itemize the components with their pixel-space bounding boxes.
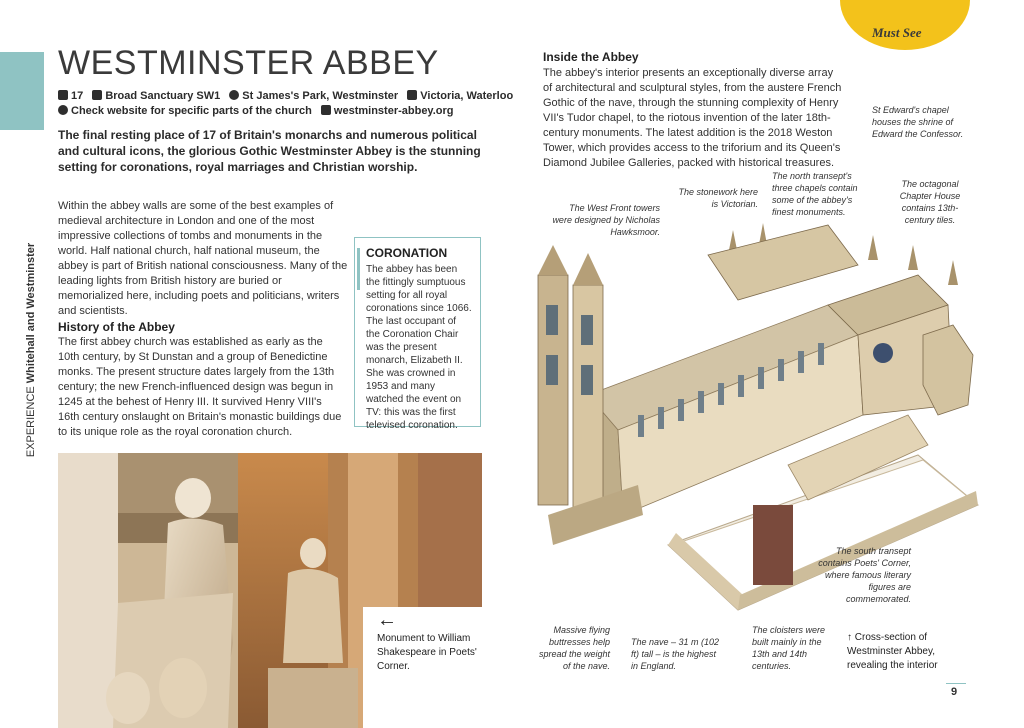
history-heading: History of the Abbey [58, 320, 175, 334]
abbey-cross-section-illustration [528, 215, 988, 625]
page-number: 9 [951, 686, 958, 698]
cross-section-caption: ↑ Cross-section of Westminster Abbey, revealing the interior [847, 632, 938, 671]
history-paragraph: The first abbey church was established as early as the 10th century, by St Dunstan and a group of Benedictine monks. The present structure dates largely from the 13th century; the new French-influenced design was begun in 1245 at the behest of Henry III. It survived Henry VIII's 16th century onslaught on Britain's monastic buildings due to its unique role as the royal coronation church. [58, 336, 342, 438]
running-head [25, 243, 37, 457]
map-pin-icon [58, 90, 68, 100]
running-head-section: Whitehall and Westminster [25, 242, 37, 384]
annotation-buttresses: Massive flying buttresses help spread the weight of the nave. [538, 625, 610, 671]
section-tab [0, 52, 44, 130]
home-icon [92, 90, 102, 100]
info-line-2 [58, 105, 498, 117]
clock-icon [58, 105, 68, 115]
address: Broad Sanctuary SW1 [92, 90, 220, 102]
body-paragraph: Within the abbey walls are some of the best examples of medieval architecture in London and one of the most impressive collections of tombs and monuments in the world. Half national church, half national museum, the abbey is part of British national consciousness. Many of the leading lights from British history are buried or memorialized here, including poets and politicians, writers and scientists. [58, 200, 348, 317]
train-icon [407, 90, 417, 100]
running-head-prefix: EXPERIENCE [25, 386, 37, 458]
annotation-chapter-house: The octagonal Chapter House contains 13th-century tiles. [899, 179, 961, 225]
address-number: 17 [58, 90, 83, 102]
website[interactable]: westminster-abbey.org [321, 105, 454, 117]
coronation-sidebar [354, 237, 481, 431]
train: Victoria, Waterloo [407, 90, 513, 102]
coronation-text: The abbey has been the fittingly sumptuous setting for all royal coronations since 1066. The last occupant of the Coronation Chair was the present monarch, Elizabeth II. She was crowned in 1953 and many watched the event on TV: this was the first televised coronation. [366, 264, 472, 431]
must-see-label: Must See [872, 25, 922, 40]
annotation-stonework: The stonework here is Victorian. [678, 187, 758, 209]
photo-caption: Monument to William Shakespeare in Poets' Corner. [377, 633, 477, 672]
annotation-north-transept: The north transept's three chapels contain some of the abbey's finest monuments. [772, 171, 858, 217]
annotation-south-transept: The south transept contains Poets' Corner, where famous literary figures are commemorated. [818, 546, 911, 604]
opening-hours: Check website for specific parts of the church [58, 105, 312, 117]
page-title: WESTMINSTER ABBEY [58, 44, 439, 82]
annotation-nave: The nave – 31 m (102 ft) tall – is the highest in England. [631, 637, 720, 671]
arrow-left-icon: ← [377, 609, 397, 631]
coronation-heading: CORONATION [366, 246, 448, 260]
sidebar-accent-bar [357, 248, 360, 290]
annotation-cloisters: The cloisters were built mainly in the 13th and 14th centuries. [752, 625, 826, 671]
annotation-west-front: The West Front towers were designed by Nicholas Hawksmoor. [552, 203, 660, 237]
inside-heading: Inside the Abbey [543, 50, 639, 64]
page-number-rule [946, 683, 966, 684]
underground: St James's Park, Westminster [229, 90, 398, 102]
underground-icon [229, 90, 239, 100]
info-line-1 [58, 90, 514, 102]
annotation-st-edward: St Edward's chapel houses the shrine of Edward the Confessor. [872, 105, 964, 139]
web-icon [321, 105, 331, 115]
arrow-up-icon: ↑ [847, 632, 852, 643]
inside-paragraph: The abbey's interior presents an exceptionally diverse array of architectural and sculptural styles, from the austere French Gothic of the nave, through the stunning complexity of Henry VII's Tudor chapel, to the riotous invention of the later 18th-century monuments. The latest addition is the 2018 Weston Tower, which provides access to the triforium and its Queen's Diamond Jubilee Galleries, packed with historical treasures. [543, 67, 842, 169]
intro-paragraph: The final resting place of 17 of Britain's monarchs and numerous political and cultural icons, the glorious Gothic Westminster Abbey is the stunning setting for coronations, royal marriages and Christian worship. [58, 128, 481, 174]
